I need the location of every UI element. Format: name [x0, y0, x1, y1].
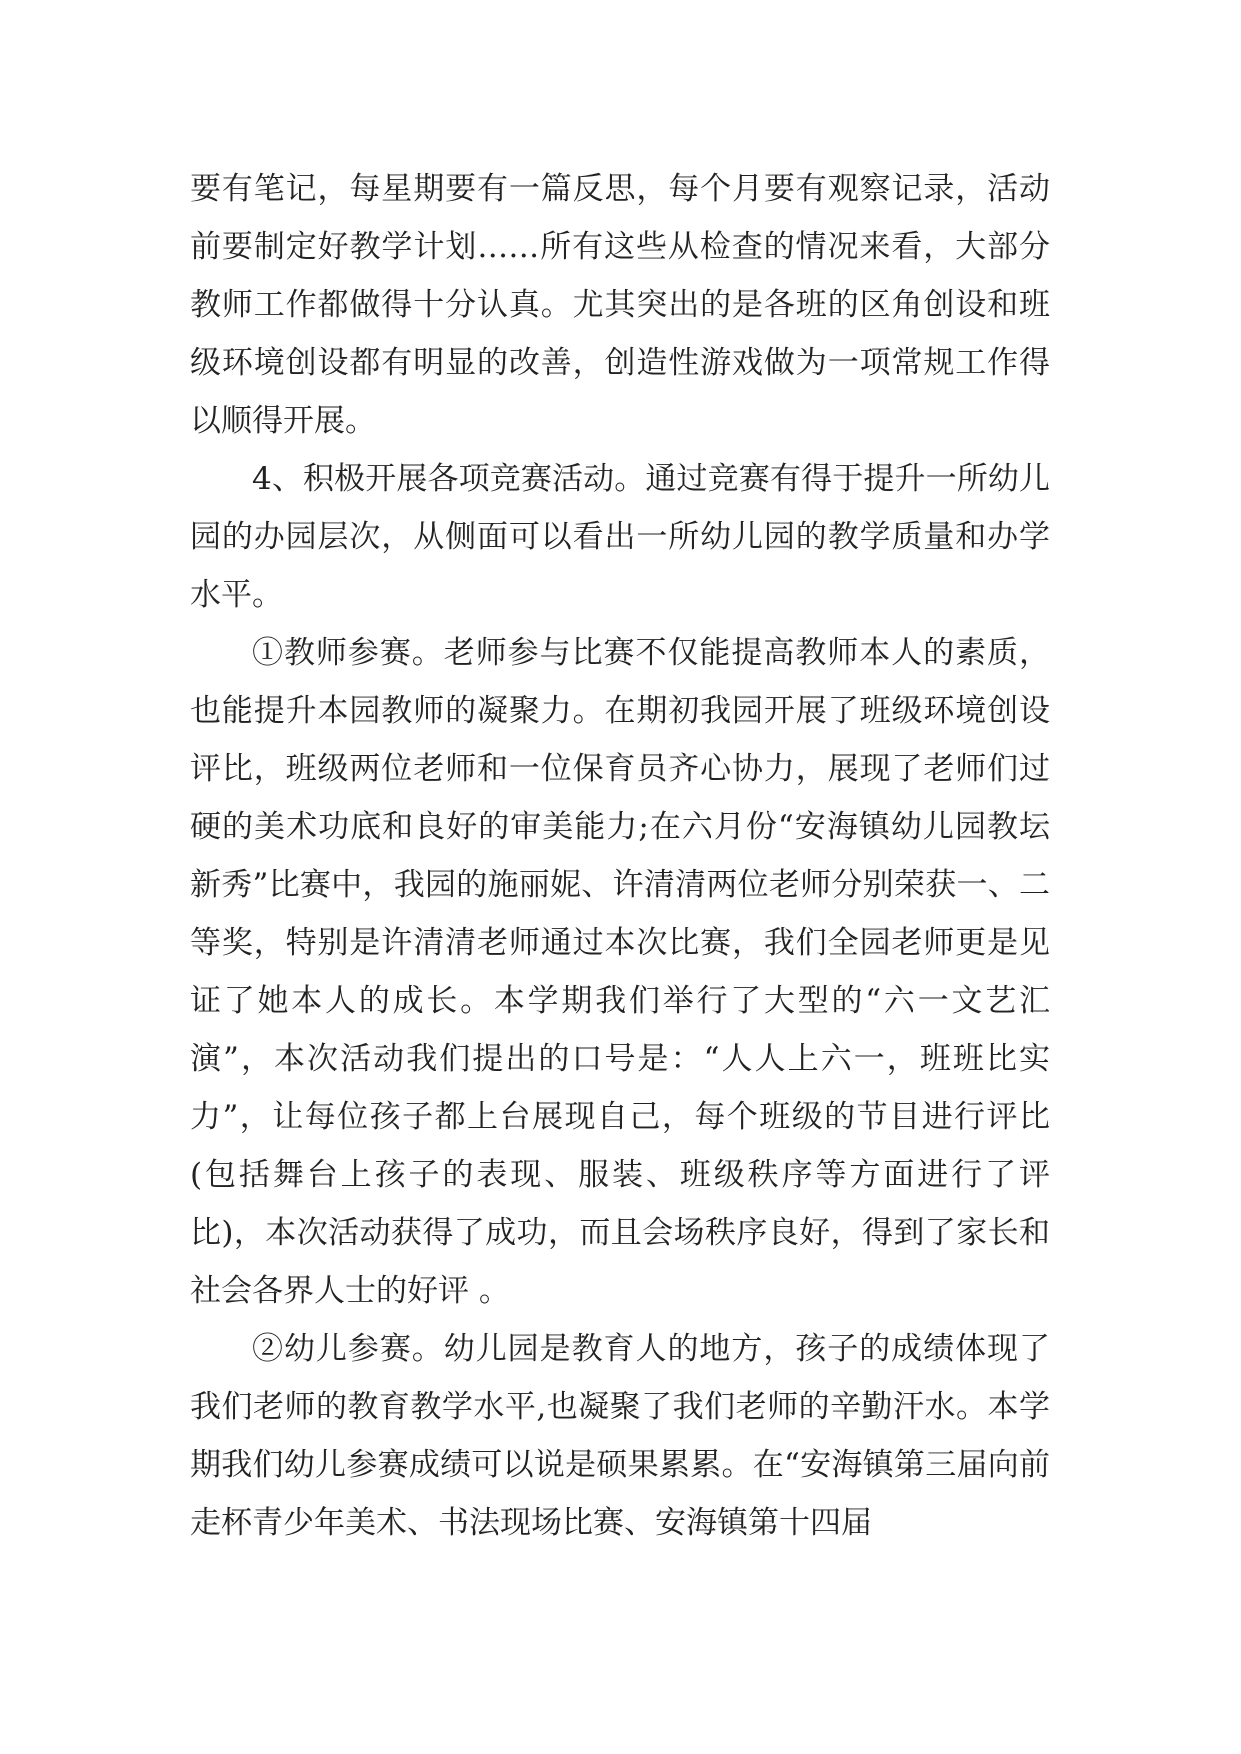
paragraph-continuation: 要有笔记，每星期要有一篇反思，每个月要有观察记录，活动前要制定好教学计划……所有这些从检查的情况来看，大部分教师工作都做得十分认真。尤其突出的是各班的区角创设和班级环境创设都有明显的改善，创造性游戏做为一项常规工作得以顺得开展。: [190, 171, 1050, 439]
paragraph-competitions: 4、积极开展各项竞赛活动。通过竞赛有得于提升一所幼儿园的办园层次，从侧面可以看出一所幼儿园的教学质量和办学水平。: [190, 461, 1050, 613]
paragraph-teacher-contests: ①教师参赛。老师参与比赛不仅能提高教师本人的素质，也能提升本园教师的凝聚力。在期初我园开展了班级环境创设评比，班级两位老师和一位保育员齐心协力，展现了老师们过硬的美术功底和良好的审美能力;在六月份“安海镇幼儿园教坛新秀”比赛中，我园的施丽妮、许清清两位老师分别荣获一、二等奖，特别是许清清老师通过本次比赛，我们全园老师更是见证了她本人的成长。本学期我们举行了大型的“六一文艺汇演”，本次活动我们提出的口号是：“人人上六一，班班比实力”，让每位孩子都上台展现自己，每个班级的节目进行评比(包括舞台上孩子的表现、服装、班级秩序等方面进行了评比)，本次活动获得了成功，而且会场秩序良好，得到了家长和社会各界人士的好评 。: [190, 635, 1050, 1309]
paragraph-child-contests: ②幼儿参赛。幼儿园是教育人的地方，孩子的成绩体现了我们老师的教育教学水平,也凝聚了我们老师的辛勤汗水。本学期我们幼儿参赛成绩可以说是硕果累累。在“安海镇第三届向前走杯青少年美术、书法现场比赛、安海镇第十四届: [190, 1331, 1050, 1541]
document-body: [190, 160, 1050, 1552]
